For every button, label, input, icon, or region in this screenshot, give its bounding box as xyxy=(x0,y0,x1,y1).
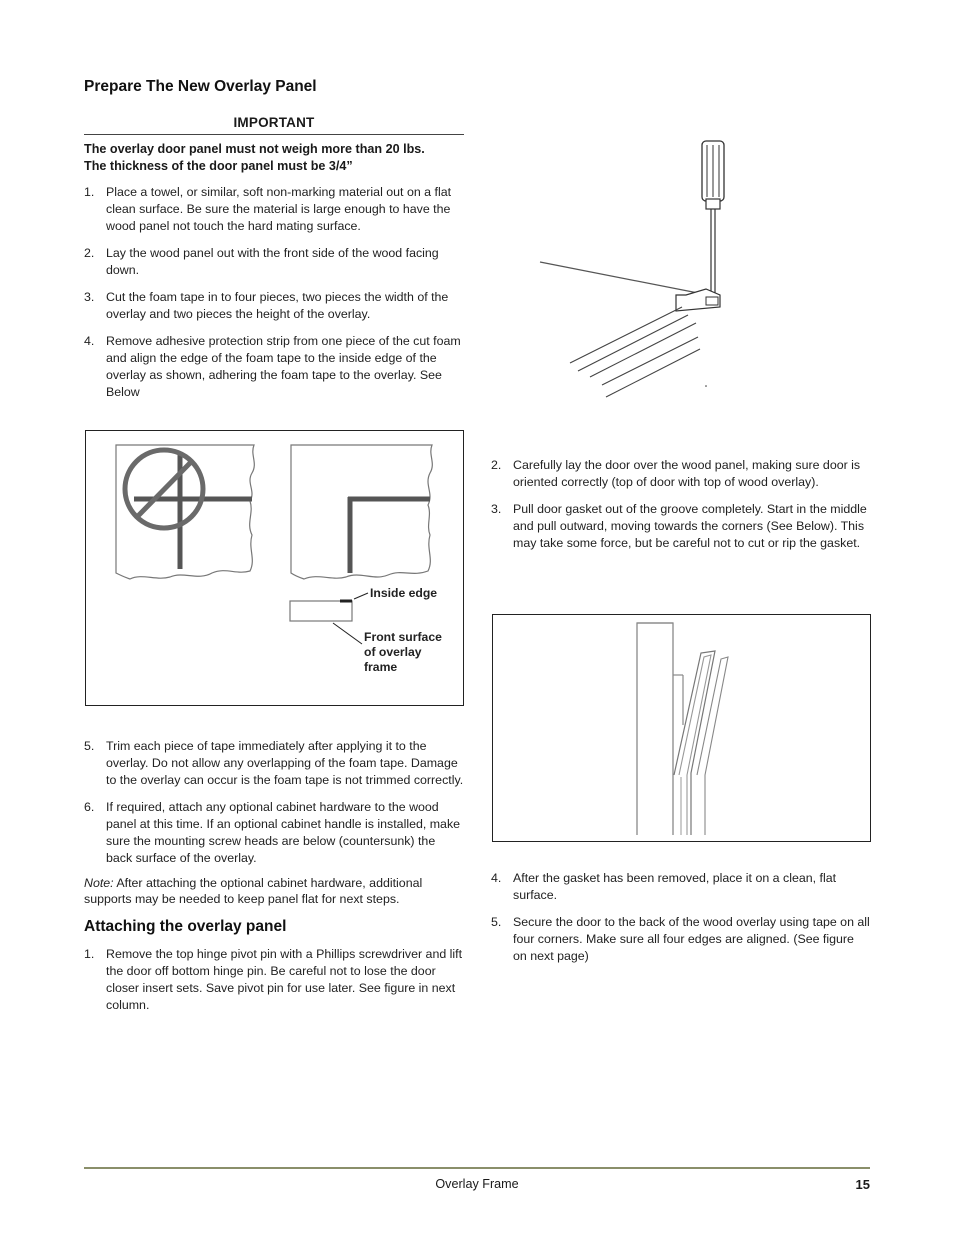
important-line-1: The overlay door panel must not weigh more than 20 lbs. xyxy=(84,142,425,156)
label-front-surface-2: of overlay xyxy=(364,645,422,659)
hinge-pin xyxy=(706,297,718,305)
gasket-removal-figure xyxy=(492,614,871,842)
door-frame-edge xyxy=(637,623,673,835)
note-paragraph xyxy=(84,876,464,907)
door-top-edge xyxy=(540,262,698,293)
important-body xyxy=(84,141,464,175)
note-label: Note: xyxy=(84,876,114,890)
list-item xyxy=(491,914,871,965)
leader-front-surface xyxy=(333,623,362,644)
list-item xyxy=(84,184,464,235)
left-column xyxy=(84,78,464,401)
foam-tape-illustration xyxy=(86,431,463,705)
door-edge-line xyxy=(578,315,688,371)
step-number: 6. xyxy=(84,800,95,814)
step-text: Place a towel, or similar, soft non-marking material out on a flat clean surface. Be sure the material is large enough to have the wood panel not touch the hard mating surface. xyxy=(106,185,452,233)
step-text: Cut the foam tape in to four pieces, two pieces the width of the overlay and two pieces the height of the overlay. xyxy=(106,290,449,321)
steps-list-d xyxy=(491,457,871,552)
overlay-cross-section xyxy=(290,601,352,621)
prohibited-slash xyxy=(137,461,192,517)
step-text: If required, attach any optional cabinet hardware to the wood panel at this time. If an optional cabinet handle is installed, make sure the mounting screw heads are below (countersunk) the back surface of the overlay. xyxy=(106,800,461,865)
right-column-lower xyxy=(491,870,871,965)
left-column-lower xyxy=(84,738,464,1014)
list-item xyxy=(491,870,871,904)
step-number: 3. xyxy=(491,502,502,516)
list-item xyxy=(84,946,464,1014)
step-number: 5. xyxy=(491,915,502,929)
step-number: 4. xyxy=(84,334,95,348)
steps-list-c xyxy=(84,946,464,1014)
label-front-surface-3: frame xyxy=(364,660,398,674)
footer-title: Overlay Frame xyxy=(435,1177,519,1191)
door-edge-line xyxy=(570,307,682,363)
important-title: IMPORTANT xyxy=(84,115,464,135)
correct-panel-outline xyxy=(291,445,432,579)
steps-list-e xyxy=(491,870,871,965)
list-item xyxy=(84,738,464,789)
step-text: Carefully lay the door over the wood panel, making sure door is oriented correctly (top of door with top of wood overlay). xyxy=(513,458,861,489)
foam-tape-figure xyxy=(85,430,464,706)
list-item xyxy=(84,799,464,867)
right-column-upper xyxy=(491,457,871,552)
step-text: After the gasket has been removed, place it on a clean, flat surface. xyxy=(513,871,837,902)
important-line-2: The thickness of the door panel must be 3/4” xyxy=(84,159,353,173)
list-item xyxy=(491,501,871,552)
stray-dot xyxy=(705,385,707,387)
step-number: 2. xyxy=(491,458,502,472)
step-text: Trim each piece of tape immediately after applying it to the overlay. Do not allow any overlapping of the foam tape. Damage to the overlay can occur is the foam tape is not trimmed correctly. xyxy=(106,739,464,787)
step-text: Remove adhesive protection strip from one piece of the cut foam and align the edge of the foam tape to the inside edge of the overlay as shown, adhering the foam tape to the overlay. See Below xyxy=(106,334,461,399)
label-front-surface-1: Front surface xyxy=(364,630,442,644)
gasket-fold xyxy=(697,657,728,835)
step-number: 4. xyxy=(491,871,502,885)
step-text: Pull door gasket out of the groove completely. Start in the middle and pull outward, moving towards the corners (See Below). This may take some force, but be careful not to cut or rip the gasket. xyxy=(513,502,867,550)
step-number: 5. xyxy=(84,739,95,753)
step-text: Remove the top hinge pivot pin with a Phillips screwdriver and lift the door off bottom hinge pin. Be careful not to lose the door closer insert sets. Save pivot pin for use later. See figure in next column. xyxy=(106,947,463,1012)
step-number: 1. xyxy=(84,185,95,199)
label-inside-edge: Inside edge xyxy=(370,586,438,600)
leader-inside-edge xyxy=(354,593,368,599)
steps-list-b xyxy=(84,738,464,867)
gasket-removal-illustration xyxy=(493,615,870,841)
list-item xyxy=(84,333,464,401)
note-text: After attaching the optional cabinet hardware, additional supports may be needed to keep panel flat for next steps. xyxy=(84,876,423,906)
door-edge-line xyxy=(590,323,696,377)
list-item xyxy=(84,289,464,323)
section-title: Prepare The New Overlay Panel xyxy=(84,78,317,95)
step-number: 2. xyxy=(84,246,95,260)
footer-rule xyxy=(84,1167,870,1169)
screwdriver-ferrule xyxy=(706,199,720,209)
step-text: Secure the door to the back of the wood overlay using tape on all four corners. Make sure all four edges are aligned. (See figure on next page) xyxy=(513,915,870,963)
step-text: Lay the wood panel out with the front side of the wood facing down. xyxy=(106,246,439,277)
page-number: 15 xyxy=(855,1177,870,1192)
hinge-screwdriver-illustration xyxy=(530,135,740,410)
step-number: 3. xyxy=(84,290,95,304)
steps-list-a xyxy=(84,184,464,401)
gasket-outer xyxy=(674,651,715,835)
list-item xyxy=(84,245,464,279)
panel-edge-line xyxy=(602,337,698,385)
step-number: 1. xyxy=(84,947,95,961)
panel-edge-line xyxy=(606,349,700,397)
subsection-title: Attaching the overlay panel xyxy=(84,918,287,935)
list-item xyxy=(491,457,871,491)
